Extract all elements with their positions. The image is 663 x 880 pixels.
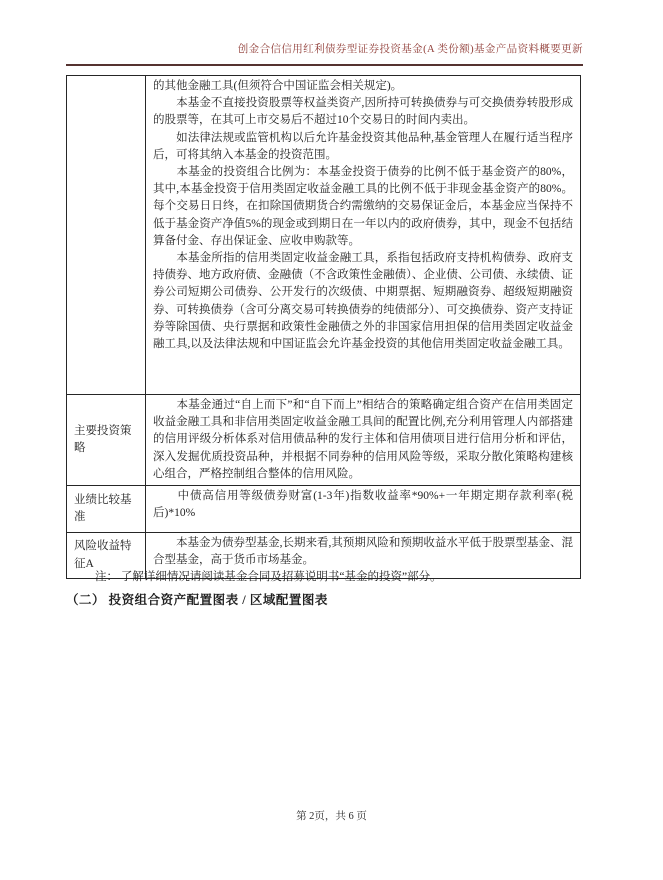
- row-content-cell: [146, 76, 581, 395]
- table-row: [67, 486, 581, 533]
- row-label-cell: [67, 76, 146, 395]
- table-row: [67, 395, 581, 486]
- header-divider: [66, 64, 583, 66]
- row-content-cell: [146, 486, 581, 533]
- cell-paragraph: 的其他金融工具(但须符合中国证监会相关规定)。: [153, 80, 403, 92]
- fund-info-table-body: [67, 76, 581, 579]
- row-label-cell: 业绩比较基准: [67, 486, 146, 533]
- cell-paragraph: 中债高信用等级债券财富(1-3年)指数收益率*90%+一年期定期存款利率(税后)*10%: [153, 490, 573, 520]
- row-label-cell: 主要投资策略: [67, 395, 146, 486]
- cell-paragraph: 本基金所指的信用类固定收益金融工具，系指包括政府支持机构债券、政府支持债券、地方政府债、金融债（不含政策性金融债）、企业债、公司债、永续债、证券公司短期公司债券、公开发行的次级债、中期票据、短期融资券、超级短期融资券、可转换债券（含可分离交易可转换债券的纯债部分）、可交换债券、资产支持证券等除国债、央行票据和政策性金融债之外的非国家信用担保的信用类固定收益金融工具,以及法律法规和中国证监会允许基金投资的其他信用类固定收益金融工具。: [153, 252, 573, 351]
- fund-info-table: [66, 75, 581, 579]
- cell-paragraph: 本基金通过“自上而下”和“自下而上”相结合的策略确定组合资产在信用类固定收益金融工具和非信用类固定收益金融工具间的配置比例,充分利用管理人内部搭建的信用评级分析体系对信用债品种的发行主体和信用债项目进行信用分析和评估，深入发掘优质投资品种，并根据不同券种的信用风险等级，采取分散化策略构建核心组合，严格控制组合整体的信用风险。: [153, 399, 573, 480]
- cell-paragraph: 如法律法规或监管机构以后允许基金投资其他品种,基金管理人在履行适当程序后，可将其纳入本基金的投资范围。: [153, 131, 573, 161]
- doc-header-title: 创金合信信用红利债券型证券投资基金(A 类份额)基金产品资料概要更新: [237, 44, 583, 55]
- cell-paragraph: 本基金不直接投资股票等权益类资产,因所持可转换债券与可交换债券转股形成的股票等，在其可上市交易后不超过10个交易日的时间内卖出。: [153, 97, 573, 127]
- cell-paragraph: 本基金为债券型基金,长期来看,其预期风险和预期收益水平低于股票型基金、混合型基金，高于货币市场基金。: [153, 537, 573, 567]
- row-label-cell: 风险收益特征A: [67, 533, 146, 579]
- row-content-cell: [146, 395, 581, 486]
- page-footer: 第 2页，共 6 页: [296, 811, 367, 822]
- table-row: [67, 76, 581, 395]
- note-text: 注： 了解详细情况请阅读基金合同及招募说明书“基金的投资”部分。: [95, 571, 442, 583]
- cell-paragraph: 本基金的投资组合比例为：本基金投资于债券的比例不低于基金资产的80%，其中,本基金投资于信用类固定收益金融工具的比例不低于非现金基金资产的80%。每个交易日日终，在扣除国债期货合约需缴纳的交易保证金后，本基金应当保持不低于基金资产净值5%的现金或到期日在一年以内的政府债券，其中，现金不包括结算备付金、存出保证金、应收申购款等。: [153, 166, 573, 247]
- section-heading: （二） 投资组合资产配置图表 / 区域配置图表: [66, 593, 328, 607]
